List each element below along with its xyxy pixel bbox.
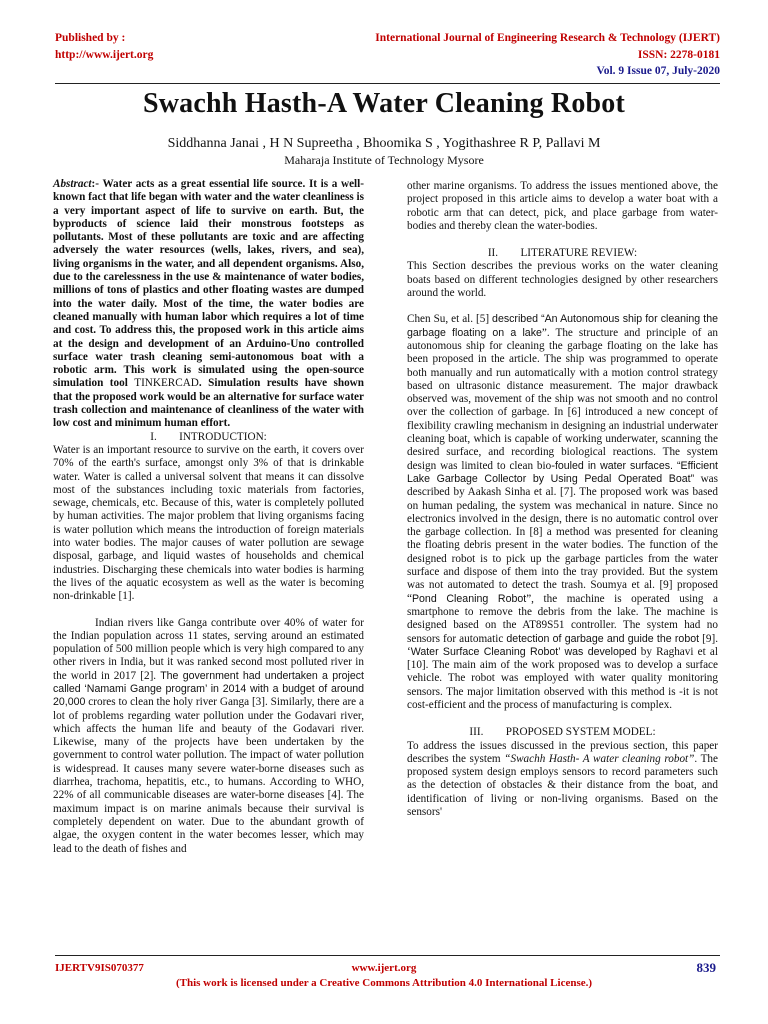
prop-p1-b: “Swachh Hasth- A water cleaning robot” [504, 752, 695, 765]
lit-p2-k: by Raghavi et al [10]. The main aim of the work proposed was to develop a surface vehicle. The robot was employed with water quality monitoring sensors. The major limitation observed with this method is -it is not cost-efficient and the process of manufacturing is complex. [407, 645, 718, 711]
published-by: Published by : [55, 32, 126, 44]
paper-title: Swachh Hasth-A Water Cleaning Robot [142, 88, 626, 119]
paper-authors: Siddhanna Janai , H N Supreetha , Bhoomika S , Yogithashree R P, Pallavi M [167, 136, 601, 151]
intro-p2-part-a: Indian rivers like Ganga contribute over 40% of water for the Indian population across 11 states, serving around an estimated population of 500 million people which is very high compared to any other rivers in India, but it was ranked second most polluted river in the world in 2017 [2]. [53, 616, 364, 682]
paper-affiliation: Maharaja Institute of Technology Mysore [284, 153, 484, 167]
lit-p2-f: Pond Cleaning Robot [411, 592, 527, 605]
page-number: 839 [696, 960, 716, 975]
right-column [407, 180, 718, 819]
abstract-text-1: Water acts as a great essential life source. It is a well-known fact that life began with water and the water cleanliness is a very important aspect of life to survive on earth. But, the byproducts of science laid their monstrous footsteps as pollutants. Most of these pollutants are toxic and are affecting adversely the water resources (wells, lakes, rivers, and sea), living organisms in the water, and all dependent organisms. Also, due to the carelessness in the use & maintenance of water bodies, millions of tons of plastics and other floating wastes are dumped into the water daily. Most of the time, the water bodies are cleaned manually with human labor which requires a lot of time and cost. To address this, the proposed work in this article aims at the design and development of an Arduino-Uno controlled surface water trash cleaning semi-autonomous boat with a robotic arm. This work is simulated using the open-source simulation tool [53, 178, 364, 390]
lit-p2-j: Water Surface Cleaning Robot’ was developed [410, 645, 637, 658]
prop-p1-c: . The proposed system design employs sensors to record parameters such as the detection of obstacles & their distance from the boat, and identification of living or non-living organisms. Based on the sensors' [407, 752, 718, 819]
lit-p2-i: [9]. ‘ [407, 632, 719, 658]
abstract [53, 178, 364, 431]
lit-p2-c: ”. The structure and principle of an autonomous ship for cleaning the garbage floating on the lake has been proposed in the article. The ship was programmed to operate both manually and run automatically with a motion control strategy based on ultrasonic distance measurement. The major drawback observed was, movement of the ship was not smooth and no control over the collection of garbage. In [6] introduced a new concept of flexibility crawling mechanism in designing an industrial underwater cleaning boat, which is capable of working underwater, scanning the desired surface, and recording biological reactions. The system design was limited to clean bio- [407, 326, 719, 472]
lit-p2-b: described “An Autonomous ship for cleaning the garbage floating on a lake [407, 313, 719, 339]
prop-p1-a: To address the issues discussed in the previous section, this paper describes the system [407, 739, 718, 765]
intro-p2-part-b: The government had undertaken a project called ‘Namami Gange program’ in 2014 with a budget of around 20,000 [53, 669, 364, 709]
header-right [375, 30, 720, 80]
lit-p2-g: ”, the machine is operated using a smartphone to remove the debris from the lake. The machine is designed based on the AT89S51 controller. The system had no sensors for automatic [407, 592, 718, 645]
journal-name: International Journal of Engineering Research & Technology (IJERT) [375, 32, 720, 44]
section-heading-literature-review: II. LITERATURE REVIEW: [487, 247, 638, 260]
lit-p2-e: was described by Aakash Sinha et al. [7]. The proposed work was based on human pedaling, the system was mechanical in nature. Since no electronics involved in the design, there is no automatic control over the garbage collection. In [8] a method was presented for cleaning the floating debris present in the water bodies. The function of the designed robot is to pick up the garbage particles from the water surface and dispose of them into the tray provided. But the system was not automated to detect the trash. Soumya et al. [9] proposed “ [407, 472, 718, 605]
footer-divider [55, 955, 720, 956]
abstract-tool: TINKERCAD [134, 377, 199, 390]
issn: ISSN: 2278-0181 [637, 48, 720, 61]
proposed-paragraph-1 [407, 740, 718, 820]
left-column [53, 178, 364, 856]
intro-paragraph-1: Water is an important resource to survive on the earth, it covers over 70% of the earth's surface, amongst only 3% of that is drinkable water. Water is called a universal solvent that means it can dissolve most of the substances including toxic materials from factories, sewage, chemicals, etc. Because of this, water is completely polluted by human activities. The major problem that living organisms facing is water pollution which means the introduction of foreign materials into water bodies. The major causes of water pollution are sewage disposal, garbage, and liquid wastes of households and chemical industries. Discharging these chemicals into water bodies is harming the lives of the aquatic ecosystem as well as the water is becoming non-drinkable [1]. [53, 443, 364, 603]
lit-p2-a: Chen Su, et al. [5] [407, 313, 493, 326]
intro-p2-part-c: crores to clean the holy river Ganga [3]. Similarly, there are a lot of problems regarding water pollution under the Godavari river, which affects the human life and beauty of the Godavari river. Likewise, many of the projects have been undertaken by the government to control water pollution. The impact of water pollution is widespread. It causes many severe water-borne diseases such as diarrhea, trachoma, hepatitis, etc., to humans. According to WHO, 22% of all communicable diseases are water-borne diseases [4]. The maximum impact is on marine animals because their survival is completely dependent on water. Due to the abundant growth of algae, the oxygen content in the water becomes lesser, which may lead to the death of fishes and [53, 696, 364, 855]
abstract-label: Abstract [53, 178, 92, 190]
volume-issue: Vol. 9 Issue 07, July-2020 [596, 65, 720, 77]
license-note: (This work is licensed under a Creative Commons Attribution 4.0 International License.) [175, 977, 593, 989]
paper-id: IJERTV9IS070377 [55, 962, 144, 974]
section-heading-introduction: I. INTRODUCTION: [150, 430, 267, 443]
header-divider [55, 83, 720, 84]
journal-url-link[interactable]: http://www.ijert.org [55, 49, 154, 61]
lit-p2-h: detection of garbage and guide the robot [506, 632, 700, 645]
intro-paragraph-3: other marine organisms. To address the issues mentioned above, the project proposed in this article aims to develop a water boat with a robotic arm that can detect, pick, and place garbage from water-bodies and thereby clean the water-bodies. [407, 180, 718, 232]
intro-paragraph-2 [53, 617, 364, 856]
lit-paragraph-1: This Section describes the previous works on the water cleaning boats based on different technologies designed by other researchers around the world. [407, 260, 718, 300]
section-heading-proposed-system: III. PROPOSED SYSTEM MODEL: [469, 726, 656, 739]
abstract-text-2: . Simulation results have shown that the proposed work would be an alternative for surface water trash collection and maintenance of cleanliness of the water with low cost and minimum human effort. [53, 377, 364, 430]
lit-paragraph-2 [407, 313, 718, 712]
header-left [55, 30, 153, 64]
footer-site-link[interactable]: www.ijert.org [351, 962, 417, 974]
lit-p2-d: fouled in water surfaces. “Efficient Lake Garbage Collector by Using Pedal Operated Boat” [407, 459, 719, 485]
abstract-sep: :- [91, 178, 103, 190]
